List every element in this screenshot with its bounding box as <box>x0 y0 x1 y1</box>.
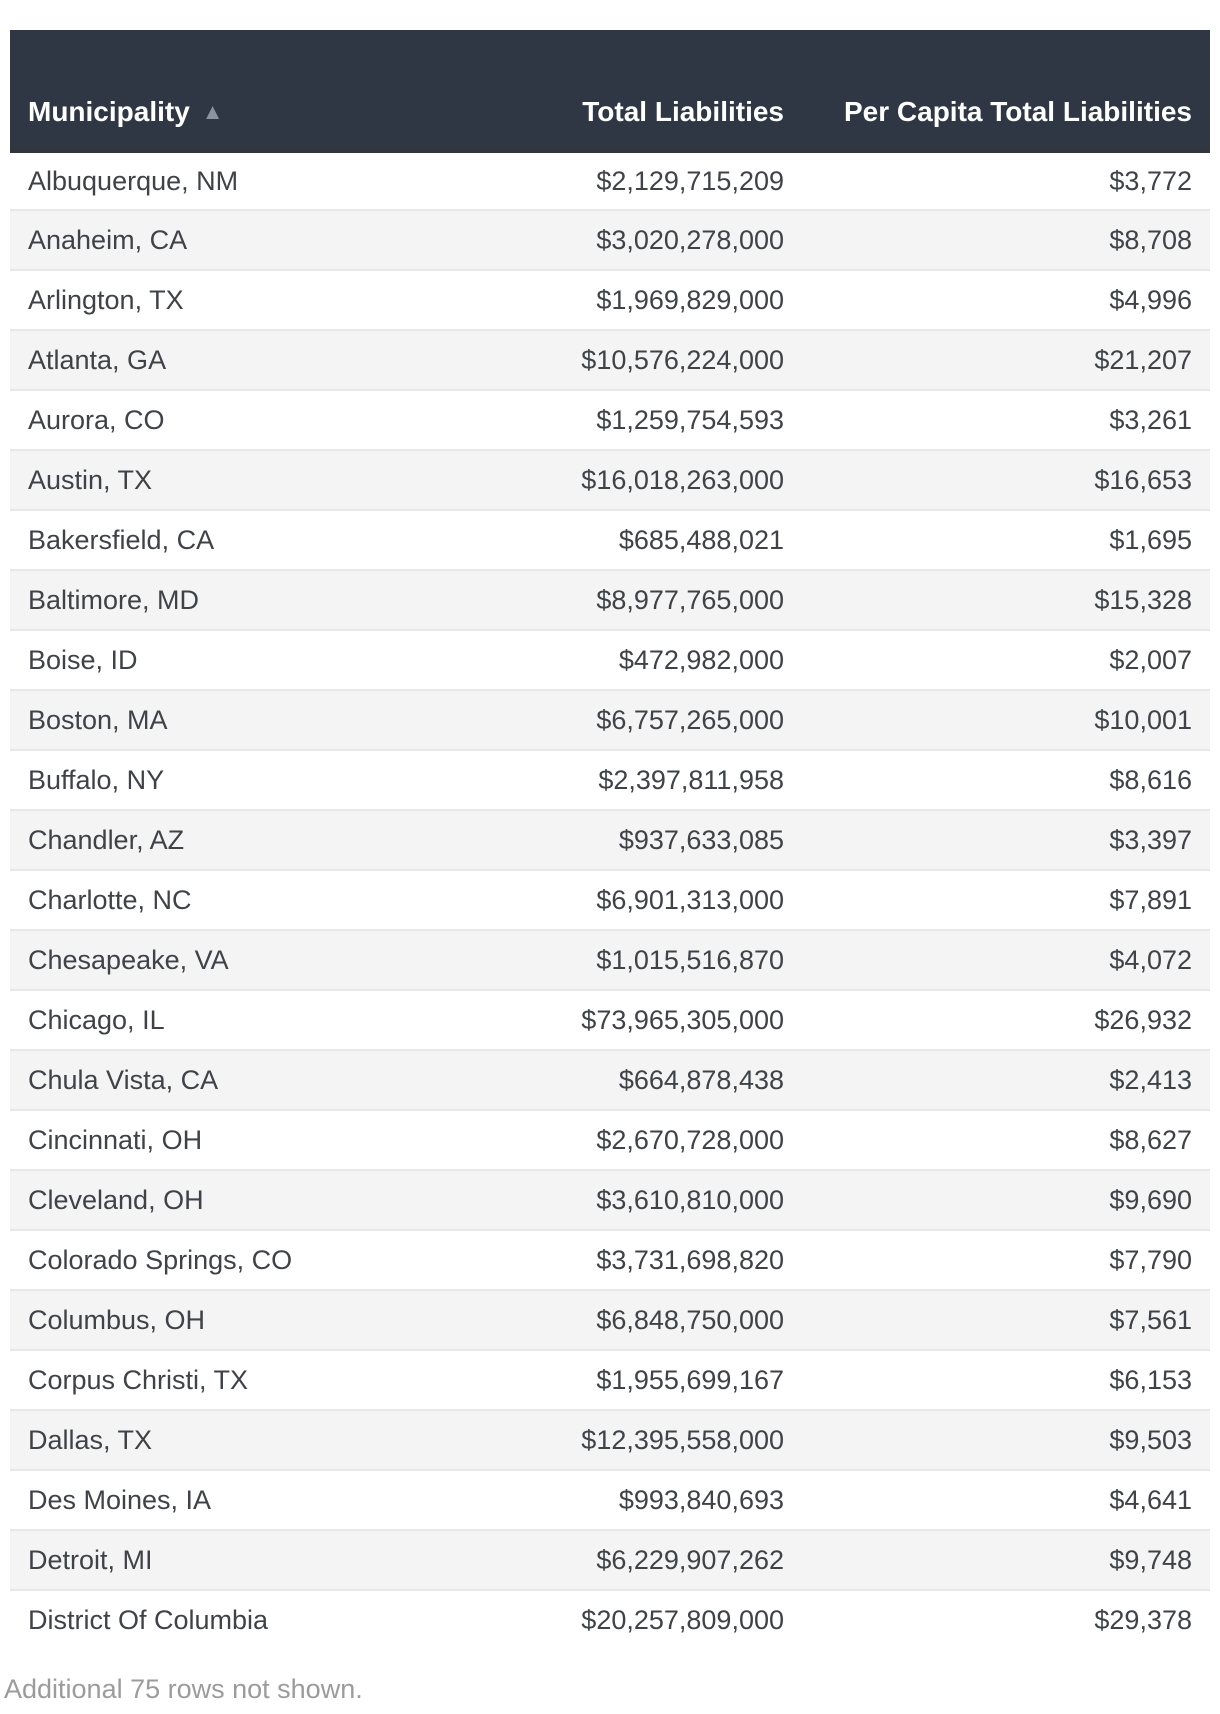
table-row <box>10 1230 1210 1290</box>
column-header-municipality[interactable] <box>10 30 490 150</box>
per-capita-total-liabilities-cell: $9,503 <box>802 1410 1210 1470</box>
rows-not-shown-note: Additional 75 rows not shown. <box>4 1674 363 1704</box>
table-row <box>10 1110 1210 1170</box>
per-capita-total-liabilities-cell: $4,641 <box>802 1470 1210 1530</box>
per-capita-total-liabilities-cell: $1,695 <box>802 510 1210 570</box>
total-liabilities-cell: $2,129,715,209 <box>490 150 802 210</box>
column-header-per-capita-total-liabilities[interactable]: Per Capita Total Liabilities <box>802 30 1210 150</box>
table-row <box>10 1530 1210 1590</box>
table-row <box>10 450 1210 510</box>
table-row <box>10 510 1210 570</box>
per-capita-total-liabilities-cell: $4,996 <box>802 270 1210 330</box>
table-row <box>10 390 1210 450</box>
per-capita-total-liabilities-cell: $7,790 <box>802 1230 1210 1290</box>
total-liabilities-cell: $937,633,085 <box>490 810 802 870</box>
per-capita-total-liabilities-cell: $3,397 <box>802 810 1210 870</box>
per-capita-total-liabilities-cell: $29,378 <box>802 1590 1210 1650</box>
per-capita-total-liabilities-cell: $26,932 <box>802 990 1210 1050</box>
total-liabilities-cell: $3,020,278,000 <box>490 210 802 270</box>
total-liabilities-cell: $6,901,313,000 <box>490 870 802 930</box>
table-row <box>10 990 1210 1050</box>
total-liabilities-cell: $73,965,305,000 <box>490 990 802 1050</box>
table-row <box>10 750 1210 810</box>
total-liabilities-cell: $6,848,750,000 <box>490 1290 802 1350</box>
total-liabilities-cell: $6,757,265,000 <box>490 690 802 750</box>
header-row <box>10 30 1210 150</box>
total-liabilities-cell: $664,878,438 <box>490 1050 802 1110</box>
municipality-cell: Arlington, TX <box>10 270 490 330</box>
total-liabilities-cell: $3,731,698,820 <box>490 1230 802 1290</box>
table-row <box>10 870 1210 930</box>
municipality-cell: Colorado Springs, CO <box>10 1230 490 1290</box>
municipality-cell: Columbus, OH <box>10 1290 490 1350</box>
column-header-total-liabilities[interactable]: Total Liabilities <box>490 30 802 150</box>
per-capita-total-liabilities-cell: $15,328 <box>802 570 1210 630</box>
per-capita-total-liabilities-cell: $8,627 <box>802 1110 1210 1170</box>
municipality-cell: Cleveland, OH <box>10 1170 490 1230</box>
total-liabilities-cell: $2,670,728,000 <box>490 1110 802 1170</box>
table-row <box>10 1290 1210 1350</box>
per-capita-total-liabilities-cell: $4,072 <box>802 930 1210 990</box>
liabilities-table <box>10 30 1210 1650</box>
table-row <box>10 150 1210 210</box>
total-liabilities-cell: $3,610,810,000 <box>490 1170 802 1230</box>
table-row <box>10 1350 1210 1410</box>
per-capita-total-liabilities-cell: $21,207 <box>802 330 1210 390</box>
table-row <box>10 210 1210 270</box>
municipality-cell: Chicago, IL <box>10 990 490 1050</box>
per-capita-total-liabilities-cell: $8,616 <box>802 750 1210 810</box>
total-liabilities-cell: $2,397,811,958 <box>490 750 802 810</box>
municipality-cell: Chula Vista, CA <box>10 1050 490 1110</box>
per-capita-total-liabilities-cell: $2,007 <box>802 630 1210 690</box>
column-header-municipality-label: Municipality <box>28 96 190 128</box>
municipality-cell: Aurora, CO <box>10 390 490 450</box>
municipality-cell: Corpus Christi, TX <box>10 1350 490 1410</box>
municipality-cell: Anaheim, CA <box>10 210 490 270</box>
municipality-cell: Chandler, AZ <box>10 810 490 870</box>
municipality-cell: Baltimore, MD <box>10 570 490 630</box>
table-row <box>10 1470 1210 1530</box>
table-header <box>10 30 1210 150</box>
municipality-cell: Dallas, TX <box>10 1410 490 1470</box>
table-row <box>10 810 1210 870</box>
municipality-cell: Bakersfield, CA <box>10 510 490 570</box>
per-capita-total-liabilities-cell: $3,772 <box>802 150 1210 210</box>
table-row <box>10 630 1210 690</box>
total-liabilities-cell: $8,977,765,000 <box>490 570 802 630</box>
municipality-cell: Chesapeake, VA <box>10 930 490 990</box>
per-capita-total-liabilities-cell: $9,690 <box>802 1170 1210 1230</box>
municipality-cell: Buffalo, NY <box>10 750 490 810</box>
total-liabilities-cell: $1,259,754,593 <box>490 390 802 450</box>
table-row <box>10 1050 1210 1110</box>
per-capita-total-liabilities-cell: $16,653 <box>802 450 1210 510</box>
per-capita-total-liabilities-cell: $7,561 <box>802 1290 1210 1350</box>
table-row <box>10 1410 1210 1470</box>
table-row <box>10 330 1210 390</box>
per-capita-total-liabilities-cell: $2,413 <box>802 1050 1210 1110</box>
table-row <box>10 1590 1210 1650</box>
total-liabilities-cell: $20,257,809,000 <box>490 1590 802 1650</box>
total-liabilities-cell: $472,982,000 <box>490 630 802 690</box>
total-liabilities-cell: $16,018,263,000 <box>490 450 802 510</box>
municipality-cell: Boston, MA <box>10 690 490 750</box>
total-liabilities-cell: $993,840,693 <box>490 1470 802 1530</box>
municipality-cell: Detroit, MI <box>10 1530 490 1590</box>
table-body <box>10 150 1210 1650</box>
total-liabilities-cell: $1,955,699,167 <box>490 1350 802 1410</box>
sort-ascending-icon: ▲ <box>201 99 224 125</box>
per-capita-total-liabilities-cell: $8,708 <box>802 210 1210 270</box>
total-liabilities-cell: $10,576,224,000 <box>490 330 802 390</box>
total-liabilities-cell: $685,488,021 <box>490 510 802 570</box>
table-row <box>10 1170 1210 1230</box>
table-row <box>10 570 1210 630</box>
municipality-cell: Boise, ID <box>10 630 490 690</box>
total-liabilities-cell: $1,015,516,870 <box>490 930 802 990</box>
municipality-cell: Atlanta, GA <box>10 330 490 390</box>
municipality-cell: Albuquerque, NM <box>10 150 490 210</box>
per-capita-total-liabilities-cell: $10,001 <box>802 690 1210 750</box>
per-capita-total-liabilities-cell: $3,261 <box>802 390 1210 450</box>
total-liabilities-cell: $1,969,829,000 <box>490 270 802 330</box>
total-liabilities-cell: $6,229,907,262 <box>490 1530 802 1590</box>
table-row <box>10 690 1210 750</box>
municipality-cell: Des Moines, IA <box>10 1470 490 1530</box>
per-capita-total-liabilities-cell: $6,153 <box>802 1350 1210 1410</box>
municipality-cell: District Of Columbia <box>10 1590 490 1650</box>
per-capita-total-liabilities-cell: $7,891 <box>802 870 1210 930</box>
table-row <box>10 930 1210 990</box>
per-capita-total-liabilities-cell: $9,748 <box>802 1530 1210 1590</box>
total-liabilities-cell: $12,395,558,000 <box>490 1410 802 1470</box>
municipality-cell: Austin, TX <box>10 450 490 510</box>
municipality-cell: Charlotte, NC <box>10 870 490 930</box>
municipality-cell: Cincinnati, OH <box>10 1110 490 1170</box>
table-row <box>10 270 1210 330</box>
